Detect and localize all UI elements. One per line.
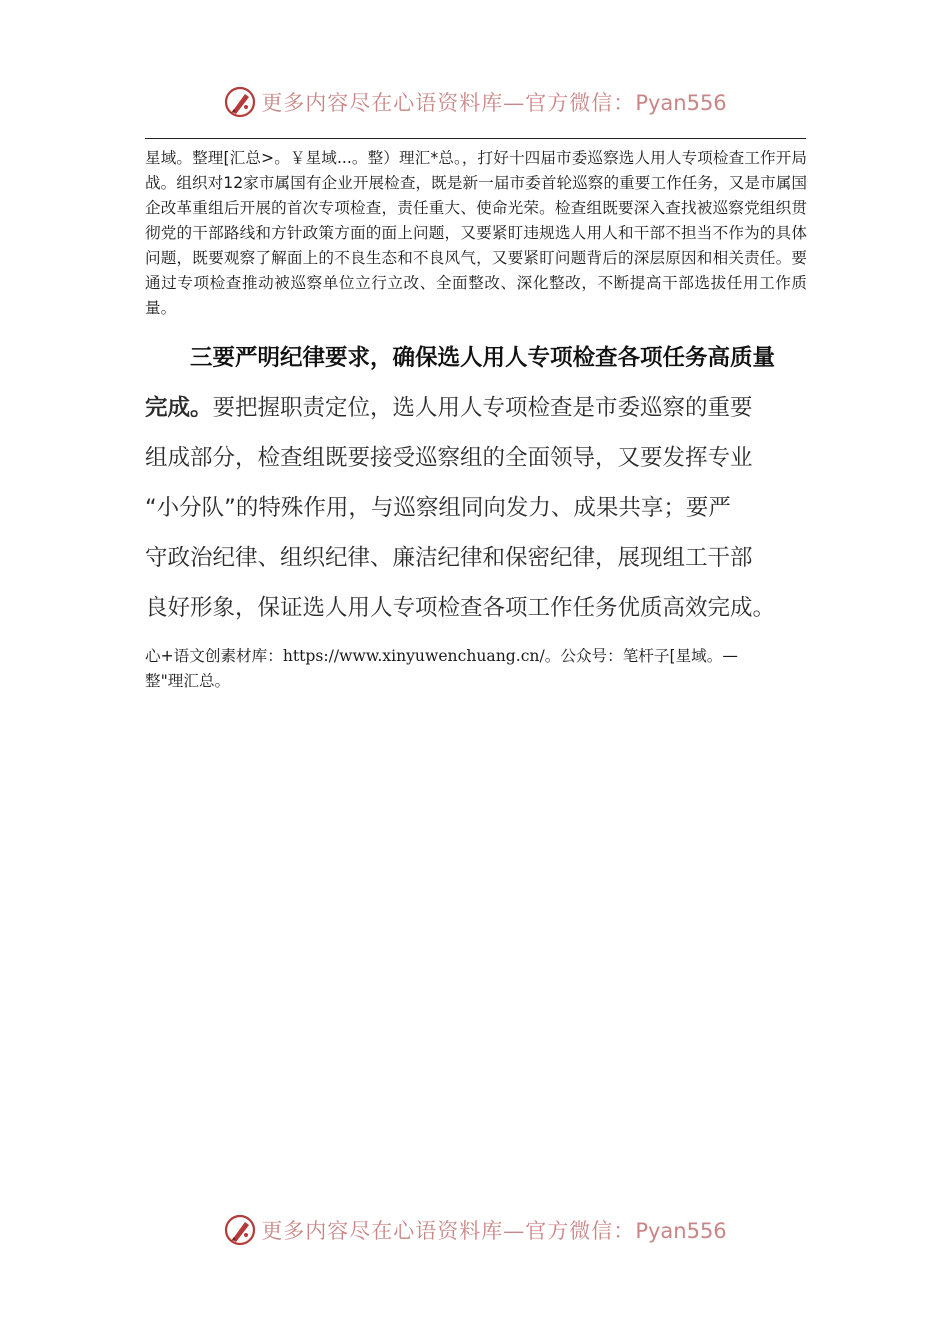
footer-banner-handle: Pyan556 <box>635 1219 727 1243</box>
section-three-lead-line1: 三要严明纪律要求，确保选人用人专项检查各项任务高质量 <box>190 345 776 371</box>
header-divider <box>145 138 806 139</box>
footer-note-prefix: 心+语文创素材库： <box>145 647 283 665</box>
section-three-paragraph <box>145 333 807 633</box>
banner-handle: Pyan556 <box>635 91 727 115</box>
footer-note <box>145 644 807 694</box>
section-three-line4: “小分队”的特殊作用，与巡察组同向发力、成果共享；要严 <box>145 495 731 521</box>
pen-nib-circle-icon <box>223 85 257 119</box>
pen-nib-circle-icon <box>223 1213 257 1247</box>
footer-banner-text: 更多内容尽在心语资料库—官方微信： <box>261 1219 636 1243</box>
footer-banner <box>0 1210 950 1250</box>
section-three-line2-rest: 要把握职责定位，选人用人专项检查是市委巡察的重要 <box>212 395 753 421</box>
section-three-line5: 守政治纪律、组织纪律、廉洁纪律和保密纪律，展现组工干部 <box>145 545 753 571</box>
body-paragraph: 星域。整理[汇总>。￥星域...。整）理汇*总。，打好十四届市委巡察选人用人专项检查工作开局战。组织对12家市属国有企业开展检查，既是新一届市委首轮巡察的重要工作任务，又是市属国企改革重组后开展的首次专项检查，责任重大、使命光荣。检查组既要深入查找被巡察党组织贯彻党的干部路线和方针政策方面的面上问题，又要紧盯违规选人用人和干部不担当不作为的具体问题，既要观察了解面上的不良生态和不良风气，又要紧盯问题背后的深层原因和相关责任。要通过专项检查推动被巡察单位立行立改、全面整改、深化整改，不断提高干部选拔任用工作质量。 <box>145 149 807 317</box>
section-three-line6: 良好形象，保证选人用人专项检查各项工作任务优质高效完成。 <box>145 595 776 621</box>
footer-note-line2: 整"理汇总。 <box>145 672 231 690</box>
header-banner <box>0 82 950 122</box>
section-three-lead-line2: 完成。 <box>145 395 213 421</box>
section-three-line3: 组成部分，检查组既要接受巡察组的全面领导，又要发挥专业 <box>145 445 753 471</box>
banner-text: 更多内容尽在心语资料库—官方微信： <box>261 91 636 115</box>
footer-url-link[interactable]: https://www.xinyuwenchuang.cn/ <box>282 647 545 665</box>
footer-note-suffix: 。公众号：笔杆子[星域。— <box>544 647 738 665</box>
